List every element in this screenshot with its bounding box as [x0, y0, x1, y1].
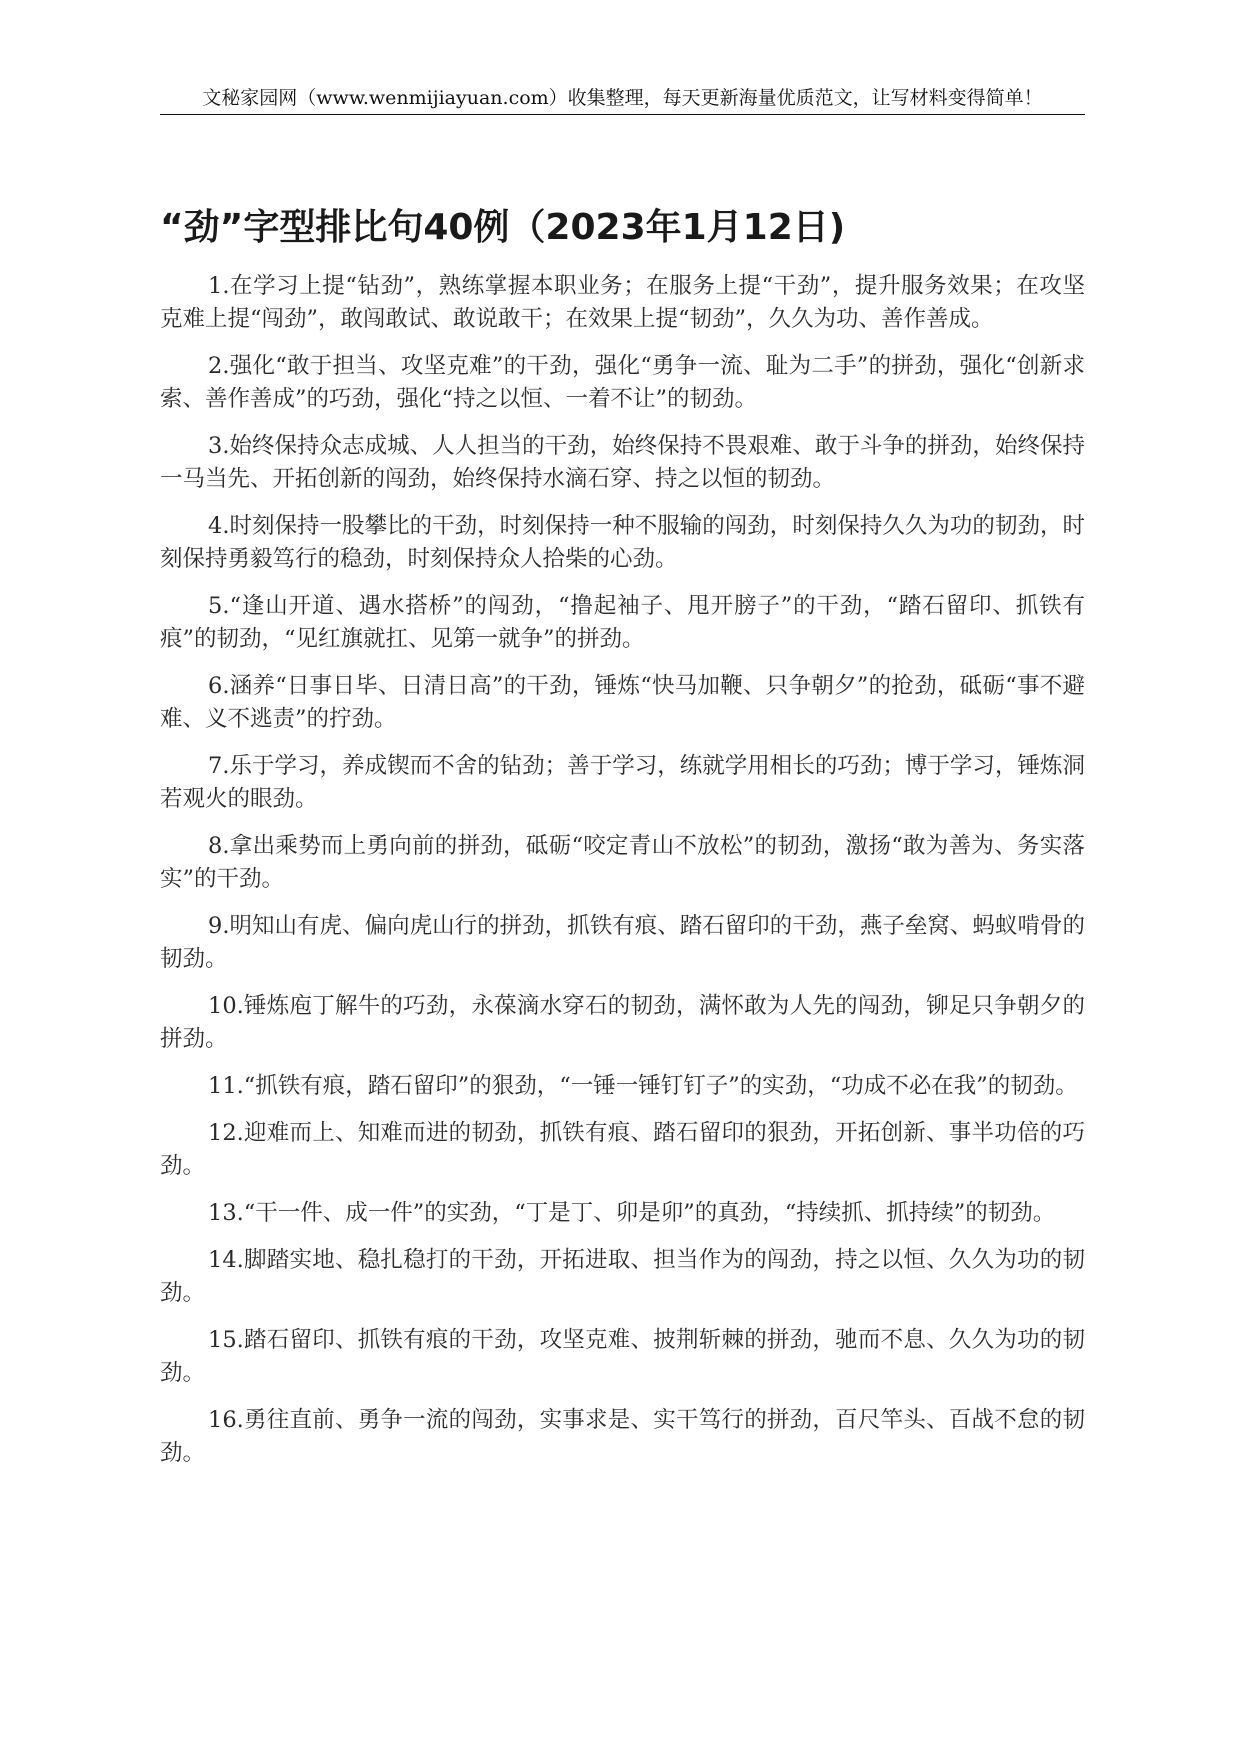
document-title: “劲”字型排比句40例（2023年1月12日) — [160, 207, 846, 248]
paragraph-2: 2.强化“敢于担当、攻坚克难”的干劲，强化“勇争一流、耻为二手”的拼劲，强化“创新求索、善作善成”的巧劲，强化“持之以恒、一着不让”的韧劲。 — [160, 353, 1085, 412]
paragraph-10: 10.锤炼庖丁解牛的巧劲，永葆滴水穿石的韧劲，满怀敢为人先的闯劲，铆足只争朝夕的拼劲。 — [160, 993, 1085, 1052]
paragraph-9: 9.明知山有虎、偏向虎山行的拼劲，抓铁有痕、踏石留印的干劲，燕子垒窝、蚂蚁啃骨的韧劲。 — [160, 913, 1085, 972]
paragraph-1: 1.在学习上提“钻劲”，熟练掌握本职业务；在服务上提“干劲”，提升服务效果；在攻坚克难上提“闯劲”，敢闯敢试、敢说敢干；在效果上提“韧劲”，久久为功、善作善成。 — [160, 273, 1085, 332]
paragraph-3: 3.始终保持众志成城、人人担当的干劲，始终保持不畏艰难、敢于斗争的拼劲，始终保持一马当先、开拓创新的闯劲，始终保持水滴石穿、持之以恒的韧劲。 — [160, 433, 1085, 492]
paragraph-11: 11.“抓铁有痕，踏石留印”的狠劲，“一锤一锤钉钉子”的实劲，“功成不必在我”的韧劲。 — [208, 1073, 1078, 1099]
paragraph-16: 16.勇往直前、勇争一流的闯劲，实事求是、实干笃行的拼劲，百尺竿头、百战不怠的韧劲。 — [160, 1407, 1085, 1466]
page-header: 文秘家园网（www.wenmijiayuan.com）收集整理，每天更新海量优质范文，让写材料变得简单！ — [160, 84, 1085, 115]
paragraph-5: 5.“逢山开道、遇水搭桥”的闯劲，“撸起袖子、甩开膀子”的干劲，“踏石留印、抓铁有痕”的韧劲，“见红旗就扛、见第一就争”的拼劲。 — [160, 593, 1085, 652]
paragraph-4: 4.时刻保持一股攀比的干劲，时刻保持一种不服输的闯劲，时刻保持久久为功的韧劲，时刻保持勇毅笃行的稳劲，时刻保持众人拾柴的心劲。 — [160, 513, 1085, 572]
paragraph-13: 13.“干一件、成一件”的实劲，“丁是丁、卯是卯”的真劲，“持续抓、抓持续”的韧劲。 — [208, 1200, 1056, 1226]
paragraph-7: 7.乐于学习，养成锲而不舍的钻劲；善于学习，练就学用相长的巧劲；博于学习，锤炼洞若观火的眼劲。 — [160, 753, 1085, 812]
paragraph-8: 8.拿出乘势而上勇向前的拼劲，砥砺“咬定青山不放松”的韧劲，激扬“敢为善为、务实落实”的干劲。 — [160, 833, 1085, 892]
paragraph-12: 12.迎难而上、知难而进的韧劲，抓铁有痕、踏石留印的狠劲，开拓创新、事半功倍的巧劲。 — [160, 1120, 1085, 1179]
paragraph-15: 15.踏石留印、抓铁有痕的干劲，攻坚克难、披荆斩棘的拼劲，驰而不息、久久为功的韧劲。 — [160, 1327, 1085, 1386]
document-body — [160, 270, 1085, 1484]
paragraph-14: 14.脚踏实地、稳扎稳打的干劲，开拓进取、担当作为的闯劲，持之以恒、久久为功的韧劲。 — [160, 1247, 1085, 1306]
paragraph-6: 6.涵养“日事日毕、日清日高”的干劲，锤炼“快马加鞭、只争朝夕”的抢劲，砥砺“事不避难、义不逃责”的拧劲。 — [160, 673, 1085, 732]
